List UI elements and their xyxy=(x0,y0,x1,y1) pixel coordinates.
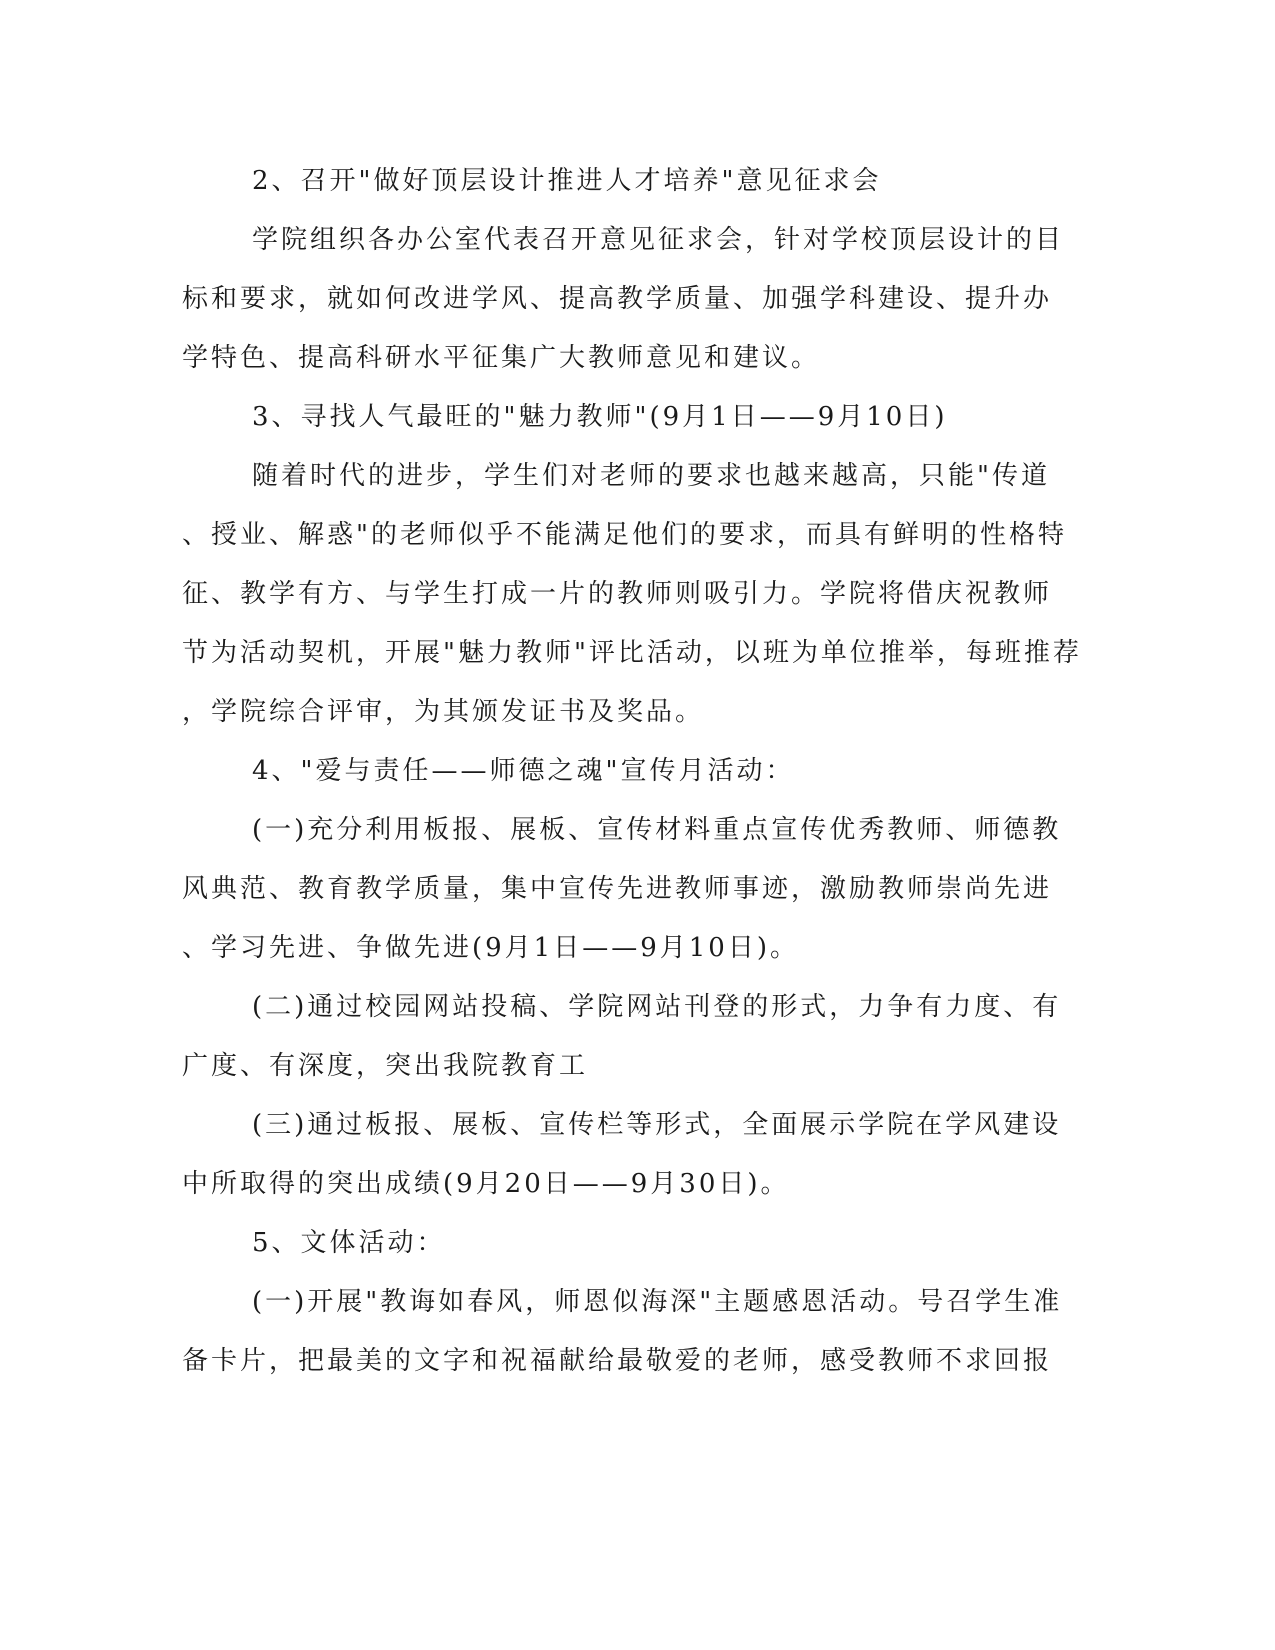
body-line: (二)通过校园网站投稿、学院网站刊登的形式，力争有力度、有 xyxy=(252,992,1062,1022)
body-line: 广度、有深度，突出我院教育工 xyxy=(182,1051,589,1081)
body-line: 学院组织各办公室代表召开意见征求会，针对学校顶层设计的目 xyxy=(252,225,1065,255)
body-line: 标和要求，就如何改进学风、提高教学质量、加强学科建设、提升办 xyxy=(182,284,1053,314)
body-line: 随着时代的进步，学生们对老师的要求也越来越高，只能"传道 xyxy=(252,461,1050,491)
body-line: (三)通过板报、展板、宣传栏等形式，全面展示学院在学风建设 xyxy=(252,1110,1062,1140)
body-line: (一)开展"教诲如春风，师恩似海深"主题感恩活动。号召学生准 xyxy=(252,1287,1063,1317)
body-line: 风典范、教育教学质量，集中宣传先进教师事迹，激励教师崇尚先进 xyxy=(182,874,1053,904)
body-line: 、学习先进、争做先进(9月1日——9月10日)。 xyxy=(182,933,799,963)
body-line: 征、教学有方、与学生打成一片的教师则吸引力。学院将借庆祝教师 xyxy=(182,579,1053,609)
heading-item-5: 5、文体活动： xyxy=(252,1228,446,1258)
body-line: 备卡片，把最美的文字和祝福献给最敬爱的老师，感受教师不求回报 xyxy=(182,1346,1053,1376)
body-line: 学特色、提高科研水平征集广大教师意见和建议。 xyxy=(182,343,821,373)
body-line: ，学院综合评审，为其颁发证书及奖品。 xyxy=(182,697,705,727)
document-page xyxy=(182,152,1082,1391)
body-line: (一)充分利用板报、展板、宣传材料重点宣传优秀教师、师德教 xyxy=(252,815,1062,845)
body-line: 、授业、解惑"的老师似乎不能满足他们的要求，而具有鲜明的性格特 xyxy=(182,520,1067,550)
heading-item-2: 2、召开"做好顶层设计推进人才培养"意见征求会 xyxy=(252,166,882,196)
body-line: 节为活动契机，开展"魅力教师"评比活动，以班为单位推举，每班推荐 xyxy=(182,638,1082,668)
body-line: 中所取得的突出成绩(9月20日——9月30日)。 xyxy=(182,1169,790,1199)
heading-item-3: 3、寻找人气最旺的"魅力教师"(9月1日——9月10日) xyxy=(252,402,948,432)
heading-item-4: 4、"爱与责任——师德之魂"宣传月活动： xyxy=(252,756,795,786)
